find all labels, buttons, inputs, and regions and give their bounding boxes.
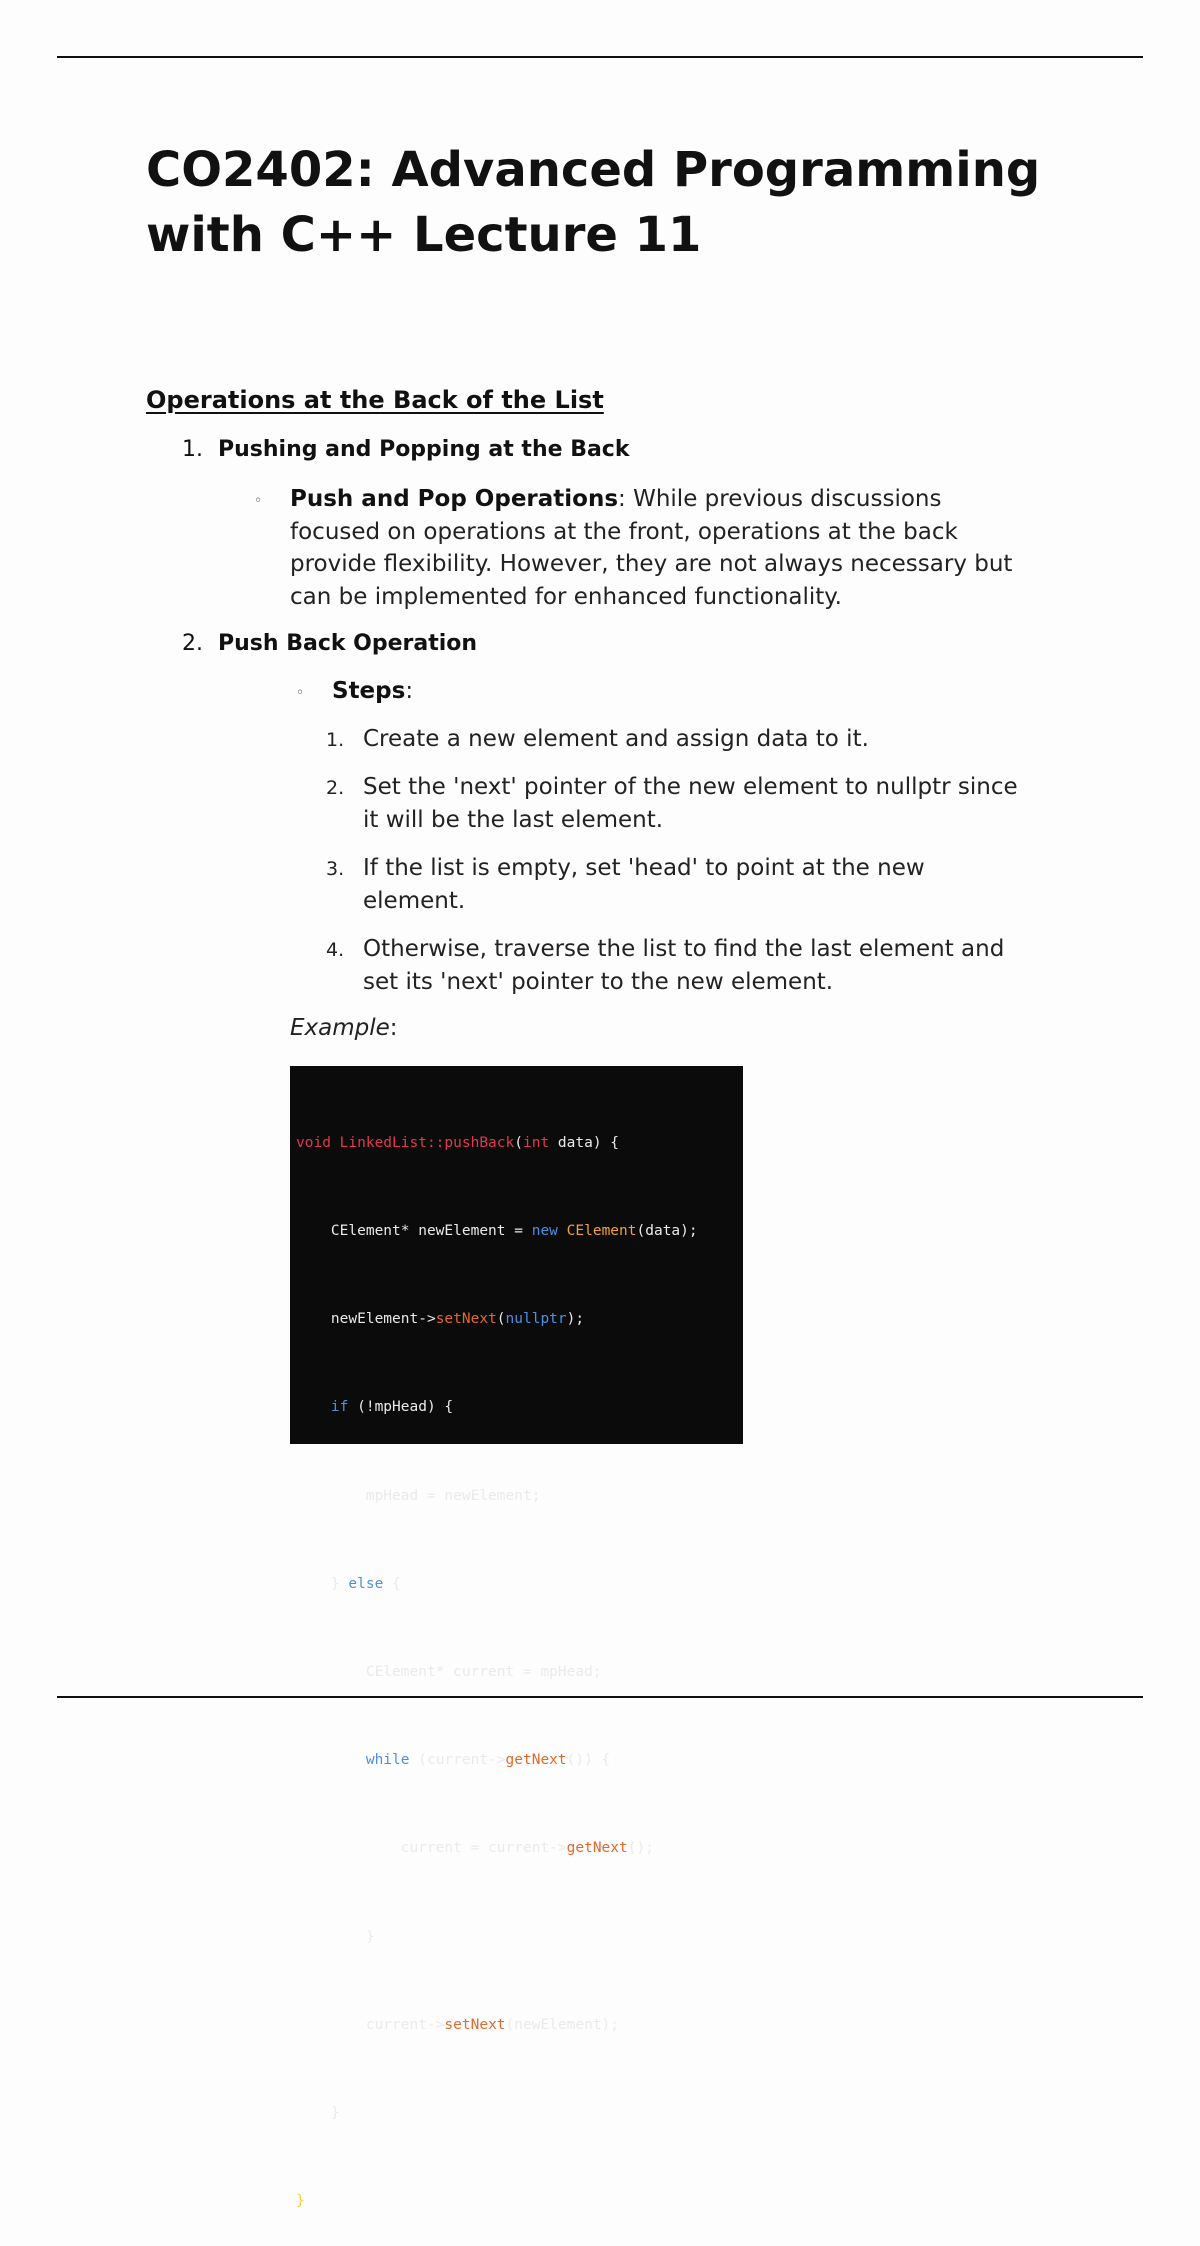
description-line: can be implemented for enhanced functionality.: [290, 583, 842, 610]
example-label: Example:: [290, 1015, 398, 1041]
document-title: CO2402: Advanced Programming with C++ Lecture 11: [146, 142, 1041, 263]
code-line: }: [296, 2193, 305, 2210]
code-line: CElement* newElement = new CElement(data);: [330, 1223, 698, 1240]
code-line: void LinkedList::pushBack(int data) {: [296, 1134, 620, 1151]
description-line: focused on operations at the front, operations at the back: [290, 518, 958, 545]
list-number-2: 2.: [182, 631, 203, 656]
bullet-icon: ◦: [254, 493, 263, 509]
step-number: 3.: [326, 858, 345, 880]
step-text: Set the 'next' pointer of the new element to nullptr since it will be the last element.: [363, 774, 1018, 833]
code-line: mpHead = newElement;: [365, 1487, 541, 1504]
footer-rule: [57, 1696, 1143, 1698]
code-line: CElement* current = mpHead;: [365, 1664, 602, 1681]
code-line: }: [330, 2105, 340, 2122]
bullet-icon: ◦: [296, 685, 305, 701]
code-line: newElement->setNext(nullptr);: [330, 1311, 585, 1328]
step-number: 4.: [326, 939, 345, 961]
list-number-1: 1.: [182, 437, 203, 462]
code-line: while (current->getNext()) {: [365, 1752, 611, 1769]
step-number: 1.: [326, 729, 345, 751]
code-example: [290, 1066, 743, 2210]
description-line: provide flexibility. However, they are not always necessary but: [290, 551, 1013, 577]
code-line: if (!mpHead) {: [330, 1399, 454, 1416]
term-push-pop: Push and Pop Operations: [290, 486, 619, 512]
step-text: If the list is empty, set 'head' to point at the new element.: [363, 855, 925, 914]
item-heading-2: Push Back Operation: [218, 631, 478, 656]
step-number: 2.: [326, 777, 345, 799]
steps-label: Steps:: [332, 678, 414, 704]
header-rule: [57, 56, 1143, 58]
step-text: Otherwise, traverse the list to find the last element and set its 'next' pointer to the new element.: [363, 936, 1005, 995]
step-text: Create a new element and assign data to it.: [363, 726, 869, 752]
push-pop-paragraph: Push and Pop Operations: While previous discussions focused on operations at the front, operations at the back provide flexibility. However, they are not always necessary but can be implemented for enhanced functionality.: [290, 483, 1080, 613]
item-heading-1: Pushing and Popping at the Back: [218, 437, 630, 462]
code-line: current = current->getNext();: [400, 1840, 654, 1857]
code-line: }: [365, 1928, 375, 1945]
code-line: current->setNext(newElement);: [365, 2016, 620, 2033]
description-line: While previous discussions: [633, 486, 942, 512]
code-line: } else {: [330, 1575, 401, 1592]
section-heading: Operations at the Back of the List: [146, 386, 604, 414]
